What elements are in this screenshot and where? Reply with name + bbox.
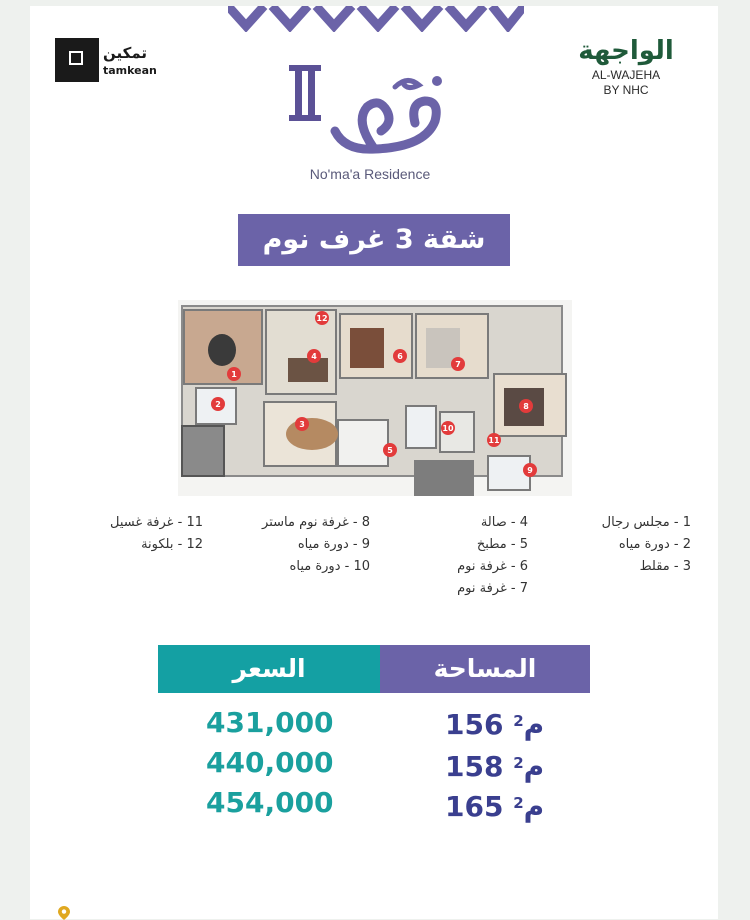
- tamkean-logo-ar: تمكين: [103, 44, 148, 62]
- area-unit: م: [523, 790, 545, 823]
- legend-item: 12 - بلكونة: [141, 537, 203, 552]
- tamkean-logo-mark: [55, 38, 99, 82]
- noma-residence-logo: [275, 61, 465, 171]
- alwajeha-logo-en: AL-WAJEHA: [591, 68, 661, 82]
- area-unit: م: [523, 750, 545, 783]
- area-value: [445, 788, 565, 826]
- legend-item: 2 - دورة مياه: [618, 537, 691, 552]
- area-number: 156: [445, 708, 504, 741]
- legend-item: 9 - دورة مياه: [297, 537, 370, 552]
- legend-item: 11 - غرفة غسيل: [110, 515, 203, 530]
- legend-item: 4 - صالة: [480, 515, 528, 530]
- legend-item: 1 - مجلس رجال: [601, 515, 691, 530]
- area-unit-exp: 2: [513, 794, 524, 812]
- plan-marker: 8: [523, 402, 529, 411]
- brochure-card: [30, 6, 718, 919]
- plan-marker: 10: [442, 424, 454, 433]
- project-caption: No'ma'a Residence: [309, 166, 431, 182]
- legend-item: 6 - غرفة نوم: [457, 559, 528, 574]
- zigzag-decoration: [228, 6, 524, 32]
- tamkean-logo: [55, 38, 175, 88]
- plan-marker: 3: [299, 420, 305, 429]
- legend-item: 8 - غرفة نوم ماستر: [262, 515, 370, 530]
- tamkean-logo-en: tamkean: [103, 64, 157, 77]
- area-unit-exp: 2: [513, 754, 524, 772]
- legend-item: 10 - دورة مياه: [289, 559, 370, 574]
- area-value: [445, 748, 565, 786]
- price-value: 440,000: [206, 746, 334, 779]
- legend-item: 5 - مطبخ: [476, 537, 528, 552]
- plan-marker: 1: [231, 370, 237, 379]
- plan-marker: 6: [397, 352, 403, 361]
- location-pin-icon: [58, 906, 70, 920]
- area-header: المساحة: [380, 645, 590, 693]
- legend-col-2: [457, 512, 528, 600]
- plan-marker: 4: [311, 352, 317, 361]
- price-header: السعر: [158, 645, 380, 693]
- legend-col-3: [262, 512, 370, 578]
- alwajeha-logo-by: BY NHC: [603, 83, 649, 97]
- floor-plan: [178, 300, 572, 496]
- legend-col-4: [110, 512, 203, 556]
- plan-marker: 9: [527, 466, 533, 475]
- price-value: 431,000: [206, 706, 334, 739]
- plan-marker: 7: [455, 360, 461, 369]
- alwajeha-logo: [566, 36, 686, 98]
- area-number: 165: [445, 790, 504, 823]
- plan-marker: 12: [316, 314, 328, 323]
- area-value: [445, 706, 565, 744]
- alwajeha-logo-ar: الواجهة: [578, 36, 674, 66]
- area-unit-exp: 2: [513, 712, 524, 730]
- plan-marker: 11: [488, 436, 500, 445]
- price-value: 454,000: [206, 786, 334, 819]
- plan-marker: 5: [387, 446, 393, 455]
- legend-item: 3 - مقلط: [639, 559, 691, 574]
- area-unit: م: [523, 708, 545, 741]
- plan-marker: 2: [215, 400, 221, 409]
- area-number: 158: [445, 750, 504, 783]
- legend-col-1: [602, 512, 691, 578]
- legend-item: 7 - غرفة نوم: [457, 581, 528, 596]
- apartment-title: شقة 3 غرف نوم: [238, 214, 510, 266]
